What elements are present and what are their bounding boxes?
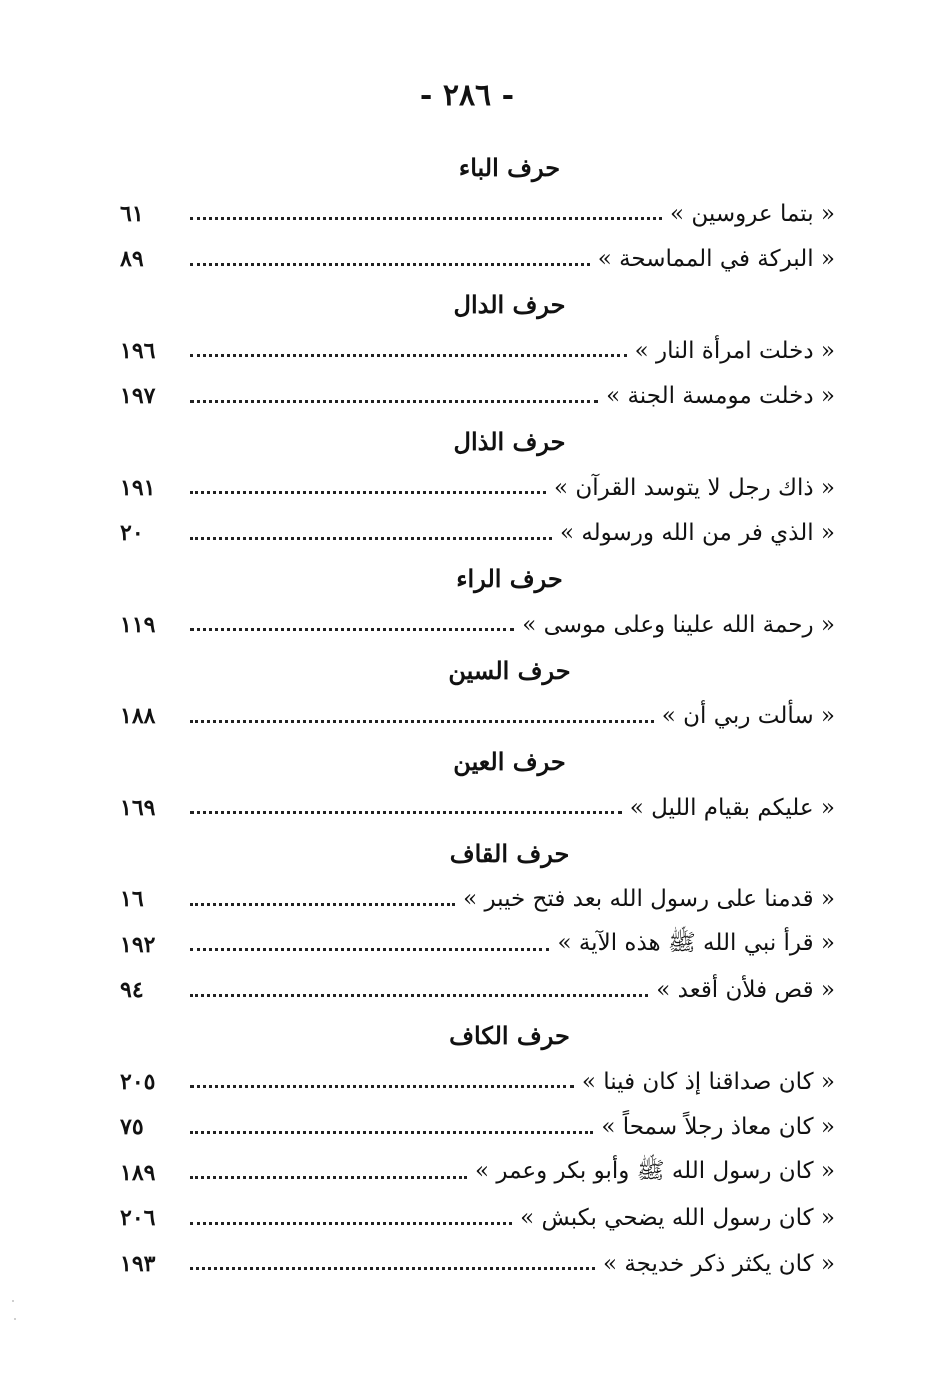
entry-title: « كان معاذ رجلاً سمحاً » [601, 1114, 835, 1141]
index-entry [120, 1105, 835, 1151]
entry-title: « بتما عروسين » [670, 200, 835, 227]
entry-page-number: ٢٠ [120, 520, 144, 547]
section-heading: حرف الباء [458, 153, 561, 182]
dot-leader [190, 491, 546, 494]
entry-title: « سألت ربي أن » [661, 703, 835, 730]
index-section [120, 1013, 835, 1287]
dot-leader [190, 1131, 593, 1134]
dot-leader [190, 400, 598, 403]
entry-title: « البركة في المماسحة » [597, 246, 835, 273]
index-entry [120, 922, 835, 968]
entry-title: « رحمة الله علينا وعلى موسى » [522, 611, 835, 638]
entry-page-number: ١٨٩ [120, 1159, 156, 1186]
section-heading: حرف الذال [453, 427, 566, 456]
index-entry [120, 511, 835, 557]
entry-page-number: ٢٠٦ [120, 1205, 156, 1232]
entry-page-number: ٨٩ [120, 246, 144, 273]
index-section [120, 419, 835, 556]
entry-title: « عليكم بقيام الليل » [629, 794, 835, 821]
index-entry [120, 602, 835, 648]
index-entry [120, 785, 835, 831]
index-section [120, 739, 835, 831]
entry-page-number: ١٩٢ [120, 931, 156, 958]
index-entry [120, 328, 835, 374]
entry-title: « قدمنا على رسول الله بعد فتح خيبر » [463, 886, 835, 913]
dot-leader [190, 263, 590, 266]
index-list [120, 145, 835, 1287]
index-entry [120, 1059, 835, 1105]
index-entry [120, 374, 835, 420]
dot-leader [190, 1267, 595, 1270]
dot-leader [190, 948, 549, 951]
section-heading: حرف العين [453, 747, 566, 776]
index-entry [120, 877, 835, 923]
dot-leader [190, 1222, 512, 1225]
entry-page-number: ٧٥ [120, 1114, 144, 1141]
index-section [120, 556, 835, 648]
dot-leader [190, 217, 662, 220]
dot-leader [190, 354, 627, 357]
entry-title: « ذاك رجل لا يتوسد القرآن » [553, 474, 835, 501]
entry-title: « الذي فر من الله ورسوله » [559, 520, 835, 547]
section-heading: حرف السين [448, 655, 571, 685]
section-heading: حرف الراء [456, 564, 563, 593]
index-entry [120, 968, 835, 1014]
dot-leader [190, 720, 654, 723]
dot-leader [190, 811, 622, 814]
entry-title: « كان صداقنا إذ كان فينا » [581, 1068, 835, 1095]
entry-title: « كان يكثر ذكر خديجة » [602, 1250, 835, 1277]
dot-leader [190, 994, 648, 997]
entry-page-number: ٩٤ [120, 977, 144, 1004]
entry-page-number: ١٨٨ [120, 703, 156, 730]
index-section [120, 145, 835, 282]
entry-page-number: ٦١ [120, 200, 144, 227]
section-heading: حرف القاف [449, 838, 570, 868]
index-section [120, 282, 835, 419]
entry-title: « قرأ نبي الله ﷺ هذه الآية » [557, 929, 835, 956]
entry-title: « دخلت مومسة الجنة » [606, 383, 835, 410]
dot-leader [190, 537, 552, 540]
entry-title: « قص فلأن أقعد » [656, 977, 835, 1004]
page-number: - ٢٨٦ - [419, 78, 515, 113]
entry-page-number: ١١٩ [120, 611, 156, 638]
entry-page-number: ١٩١ [120, 474, 156, 501]
index-entry [120, 694, 835, 740]
index-entry [120, 1150, 835, 1196]
entry-title: « دخلت امرأة النار » [634, 337, 835, 364]
section-heading: حرف الدال [453, 290, 566, 319]
section-heading: حرف الكاف [449, 1021, 570, 1050]
dot-leader [190, 1085, 574, 1088]
entry-page-number: ١٦٩ [120, 794, 156, 821]
entry-page-number: ١٦ [120, 886, 144, 913]
dot-leader [190, 903, 455, 906]
scan-speck [14, 1318, 16, 1320]
index-entry [120, 191, 835, 237]
entry-title: « كان رسول الله يضحي بكبش » [520, 1205, 835, 1232]
entry-page-number: ٢٠٥ [120, 1068, 156, 1095]
index-section [120, 648, 835, 740]
dot-leader [190, 628, 514, 631]
entry-title: « كان رسول الله ﷺ وأبو بكر وعمر » [475, 1157, 835, 1184]
scan-speck [12, 1300, 14, 1302]
index-entry [120, 237, 835, 283]
index-entry [120, 1241, 835, 1287]
index-section [120, 831, 835, 1014]
index-entry [120, 465, 835, 511]
dot-leader [190, 1176, 467, 1179]
entry-page-number: ١٩٦ [120, 337, 156, 364]
entry-page-number: ١٩٣ [120, 1250, 156, 1277]
index-entry [120, 1196, 835, 1242]
entry-page-number: ١٩٧ [120, 383, 156, 410]
